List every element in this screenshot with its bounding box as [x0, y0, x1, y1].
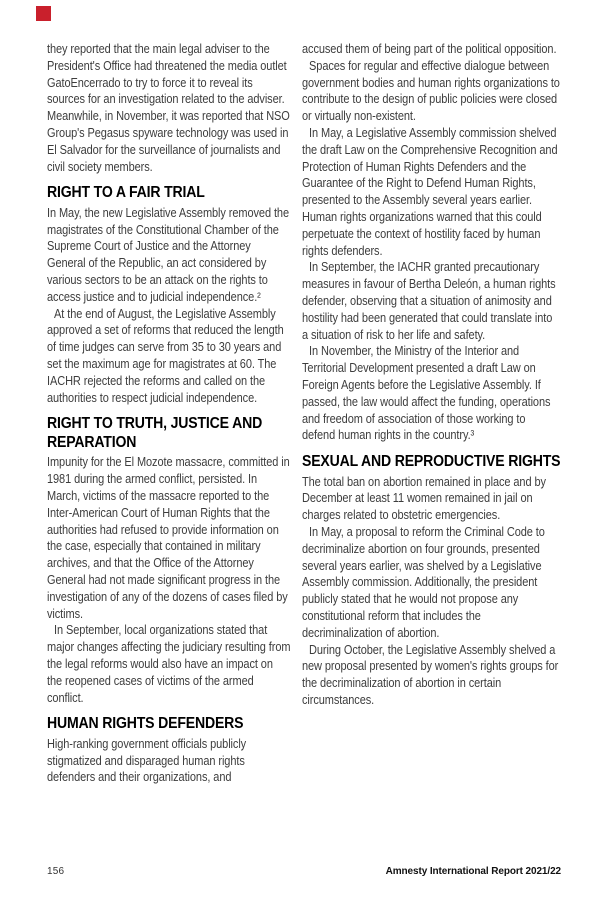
- section-heading: HUMAN RIGHTS DEFENDERS: [47, 715, 244, 733]
- body-paragraph: In September, local organizations stated that major changes affecting the judiciary resulting from the legal reforms would also have an impact on the reopened cases of victims of the armed conflict.: [47, 623, 291, 705]
- page-footer: [47, 866, 561, 877]
- body-paragraph: Impunity for the El Mozote massacre, committed in 1981 during the armed conflict, persisted. In March, victims of the massacre reported to the Inter-American Court of Human Rights that the authorities had refused to provide information on the case, especially that contained in military archives, and that the Office of the Attorney General had not made significant progress in the investigation of any of the dozens of cases filed by victims.: [47, 455, 290, 621]
- body-paragraph: During October, the Legislative Assembly shelved a new proposal presented by women's rights groups for the decriminalization of abortion in certain circumstances.: [302, 642, 559, 707]
- body-paragraph: In September, the IACHR granted precautionary measures in favour of Bertha Deleón, a human rights defender, observing that a situation of animosity and hostility had been generated that could translate into a situation of risk to her life and safety.: [302, 260, 556, 342]
- body-paragraph: Spaces for regular and effective dialogue between government bodies and human rights organizations to contribute to the design of public policies were closed or virtually non-existent.: [302, 58, 560, 124]
- body-paragraph: accused them of being part of the political opposition.: [302, 42, 557, 56]
- report-title: Amnesty International Report 2021/22: [385, 866, 561, 877]
- page-number: 156: [47, 866, 65, 877]
- section-heading: RIGHT TO A FAIR TRIAL: [47, 184, 205, 202]
- body-paragraph: High-ranking government officials publicly stigmatized and disparaged human rights defenders and their organizations, and: [47, 736, 247, 785]
- body-paragraph: In May, a proposal to reform the Criminal Code to decriminalize abortion on four grounds, presented several years earlier, was shelved by a Legislative Assembly commission. Additionally, the president publicly stated that he would not propose any constitutional reform that includes the decriminalization of abortion.: [302, 525, 545, 640]
- body-paragraph: The total ban on abortion remained in place and by December at least 11 women remained in jail on charges related to obstetric emergencies.: [302, 474, 546, 523]
- body-paragraph: At the end of August, the Legislative Assembly approved a set of reforms that reduced the length of time judges can serve from 35 to 30 years and set the maximum age for magistrates at 60. The IACHR rejected the reforms and called on the authorities to respect judicial independence.: [47, 306, 284, 405]
- left-column-content: [47, 41, 291, 786]
- red-corner-marker: [36, 6, 51, 21]
- body-paragraph: In November, the Ministry of the Interior and Territorial Development presented a draft Law on Foreign Agents before the Legislative Assembly. If passed, the law would affect the funding, operations and freedom of association of those working to defend human rights in the country.³: [302, 344, 551, 443]
- left-column: [47, 41, 291, 786]
- body-paragraph: they reported that the main legal adviser to the President's Office had threatened the media outlet GatoEncerrado to try to force it to reveal its sources for an investigation related to the adviser. Meanwhile, in November, it was reported that NSO Group's Pegasus spyware technology was used in El Salvador for the surveillance of journalists and civil society members.: [47, 42, 290, 174]
- right-column-content: [302, 41, 561, 709]
- text-columns: [47, 41, 561, 786]
- body-paragraph: In May, a Legislative Assembly commission shelved the draft Law on the Comprehensive Recognition and Protection of Human Rights Defenders and the Guarantee of the Right to Defend Human Rights, presented to the Assembly several years earlier. Human rights organizations warned that this could perpetuate the context of hostility faced by human rights defenders.: [302, 125, 558, 258]
- section-heading: SEXUAL AND REPRODUCTIVE RIGHTS: [302, 453, 561, 471]
- section-heading: RIGHT TO TRUTH, JUSTICE AND REPARATION: [47, 415, 263, 451]
- right-column: [302, 41, 561, 786]
- body-paragraph: In May, the new Legislative Assembly removed the magistrates of the Constitutional Chamber of the Supreme Court of Justice and the Attorney General of the Republic, an act considered by various sectors to be an attack on the rights to access justice and to judicial independence.²: [47, 205, 289, 304]
